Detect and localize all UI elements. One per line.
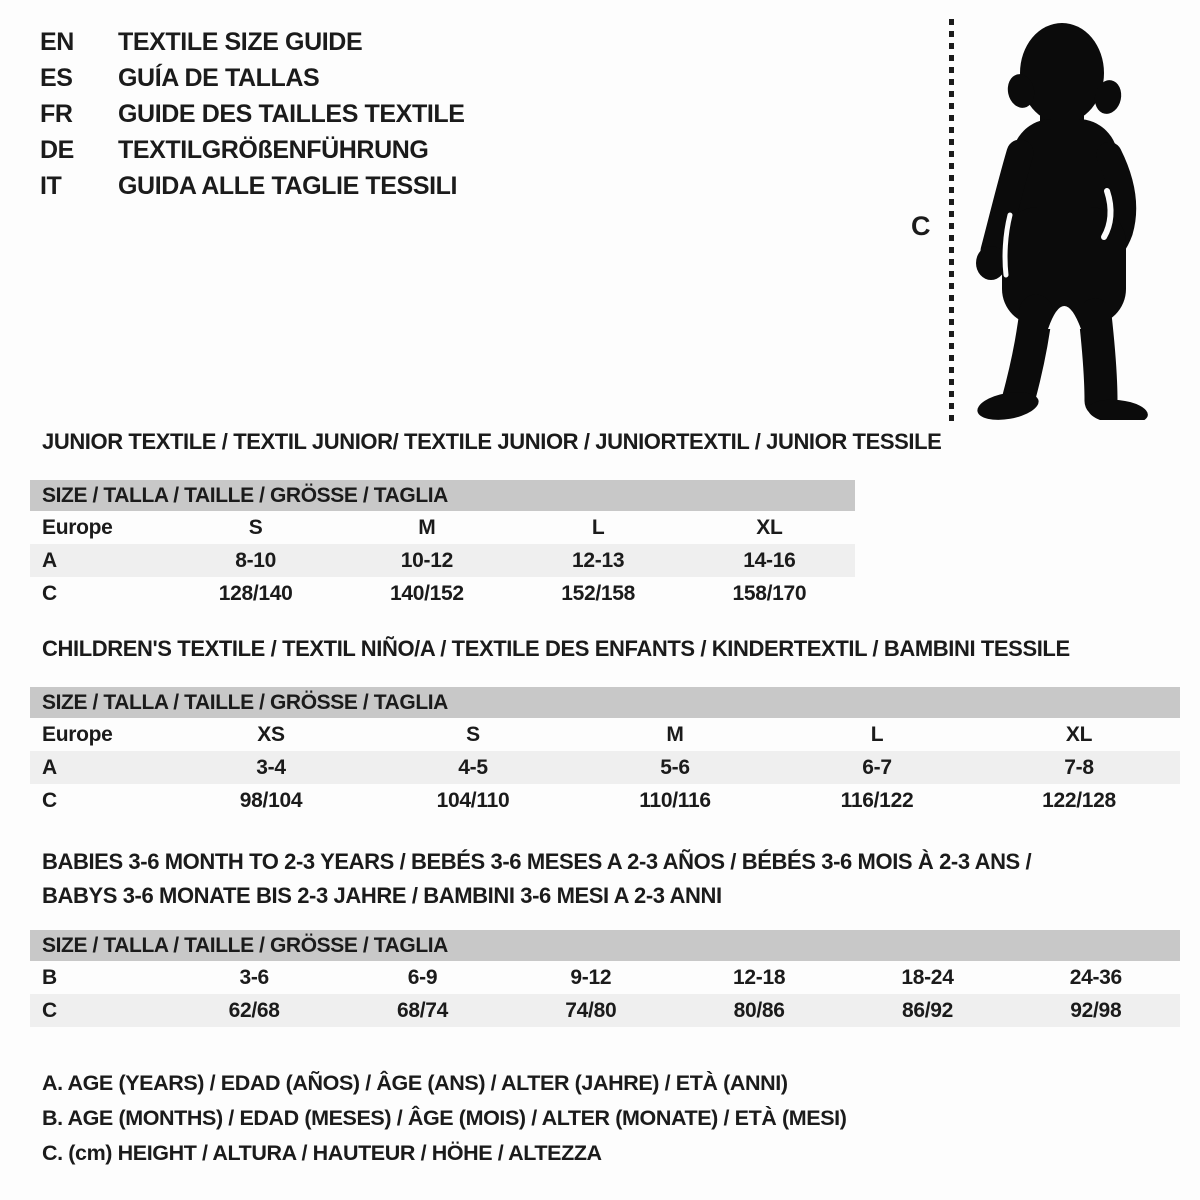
age-cell: 14-16: [743, 548, 796, 572]
height-measurement-figure: [905, 15, 1175, 427]
legend-line-a: A. AGE (YEARS) / EDAD (AÑOS) / ÂGE (ANS) / ALTER (JAHRE) / ETÀ (ANNI): [42, 1071, 788, 1095]
height-cell: 152/158: [561, 581, 636, 605]
size-cell: M: [666, 722, 684, 746]
language-label: GUIDA ALLE TAGLIE TESSILI: [118, 171, 458, 200]
height-measure-label: C: [911, 211, 931, 241]
size-table-header: SIZE / TALLA / TAILLE / GRÖSSE / TAGLIA: [30, 480, 855, 511]
age-cell: 5-6: [660, 755, 690, 779]
size-cell: XS: [257, 722, 285, 746]
height-cell: 98/104: [239, 788, 303, 812]
table-row: [30, 718, 1180, 751]
language-code: ES: [40, 63, 73, 92]
age-cell: 24-36: [1069, 965, 1122, 989]
size-cell: XL: [756, 515, 783, 539]
height-cell: 140/152: [389, 581, 464, 605]
language-row-es: [40, 60, 465, 96]
section-babies-textile: [30, 845, 1180, 1027]
age-cell: 7-8: [1064, 755, 1094, 779]
language-code: DE: [40, 135, 74, 164]
language-row-fr: [40, 96, 465, 132]
language-row-it: [40, 168, 465, 204]
age-cell: 18-24: [901, 965, 954, 989]
measurement-legend: [42, 1066, 847, 1171]
table-row: [30, 961, 1180, 994]
height-cell: 158/170: [732, 581, 807, 605]
section-title-line2: BABYS 3-6 MONATE BIS 2-3 JAHRE / BAMBINI 3-6 MESI A 2-3 ANNI: [42, 883, 722, 908]
height-cell: 74/80: [565, 998, 617, 1022]
size-cell: XL: [1065, 722, 1093, 746]
row-label: A: [42, 548, 57, 572]
row-label: B: [42, 965, 57, 989]
babies-size-table: [30, 930, 1180, 1027]
language-code: EN: [40, 27, 74, 56]
height-cell: 62/68: [228, 998, 280, 1022]
language-code: FR: [40, 99, 73, 128]
legend-line-b: B. AGE (MONTHS) / EDAD (MESES) / ÂGE (MOIS) / ALTER (MONATE) / ETÀ (MESI): [42, 1106, 847, 1130]
section-childrens-textile: [30, 637, 1180, 817]
height-cell: 128/140: [218, 581, 293, 605]
size-cell: L: [870, 722, 884, 746]
language-label: TEXTILE SIZE GUIDE: [118, 27, 363, 56]
age-cell: 6-7: [862, 755, 892, 779]
row-label: C: [42, 581, 57, 605]
size-cell: L: [591, 515, 605, 539]
junior-size-table: [30, 480, 855, 610]
age-cell: 6-9: [407, 965, 438, 989]
table-row: [30, 511, 855, 544]
legend-line-c: C. (cm) HEIGHT / ALTURA / HAUTEUR / HÖHE / ALTEZZA: [42, 1141, 602, 1165]
table-row: [30, 577, 855, 610]
size-table-header: SIZE / TALLA / TAILLE / GRÖSSE / TAGLIA: [30, 930, 1180, 961]
row-label: C: [42, 998, 57, 1022]
size-table-header: SIZE / TALLA / TAILLE / GRÖSSE / TAGLIA: [30, 687, 1180, 718]
size-cell: S: [248, 515, 263, 539]
section-junior-textile: [30, 429, 942, 610]
table-row: [30, 544, 855, 577]
row-label: Europe: [42, 722, 113, 746]
age-cell: 3-4: [256, 755, 286, 779]
language-row-en: [40, 24, 465, 60]
age-cell: 12-13: [572, 548, 625, 572]
toddler-silhouette: [960, 15, 1160, 420]
language-title-list: [40, 24, 465, 204]
language-label: GUÍA DE TALLAS: [118, 63, 320, 92]
section-title: CHILDREN'S TEXTILE / TEXTIL NIÑO/A / TEXTILE DES ENFANTS / KINDERTEXTIL / BAMBINI TESSILE: [42, 636, 1070, 661]
section-title-line1: BABIES 3-6 MONTH TO 2-3 YEARS / BEBÉS 3-6 MESES A 2-3 AÑOS / BÉBÉS 3-6 MOIS À 2-3 ANS /: [42, 849, 1032, 874]
children-size-table: [30, 687, 1180, 817]
age-cell: 3-6: [239, 965, 269, 989]
age-cell: 8-10: [235, 548, 277, 572]
height-cell: 122/128: [1042, 788, 1116, 812]
table-row: [30, 751, 1180, 784]
age-cell: 9-12: [570, 965, 612, 989]
age-cell: 12-18: [733, 965, 786, 989]
height-dashed-line: [949, 19, 954, 421]
table-row: [30, 994, 1180, 1027]
language-label: TEXTILGRÖßENFÜHRUNG: [118, 135, 429, 164]
height-cell: 80/86: [733, 998, 785, 1022]
table-row: [30, 784, 1180, 817]
age-cell: 4-5: [458, 755, 488, 779]
row-label: Europe: [42, 515, 113, 539]
row-label: A: [42, 755, 57, 779]
section-title: JUNIOR TEXTILE / TEXTIL JUNIOR/ TEXTILE JUNIOR / JUNIORTEXTIL / JUNIOR TESSILE: [42, 429, 942, 454]
size-cell: M: [418, 515, 436, 539]
row-label: C: [42, 788, 57, 812]
height-cell: 116/122: [840, 788, 914, 812]
language-row-de: [40, 132, 465, 168]
height-cell: 92/98: [1070, 998, 1122, 1022]
height-cell: 86/92: [901, 998, 953, 1022]
age-cell: 10-12: [400, 548, 453, 572]
size-cell: S: [466, 722, 480, 746]
language-label: GUIDE DES TAILLES TEXTILE: [118, 99, 465, 128]
height-cell: 68/74: [396, 998, 449, 1022]
height-cell: 104/110: [436, 788, 510, 812]
language-code: IT: [40, 171, 62, 200]
height-cell: 110/116: [639, 788, 711, 812]
